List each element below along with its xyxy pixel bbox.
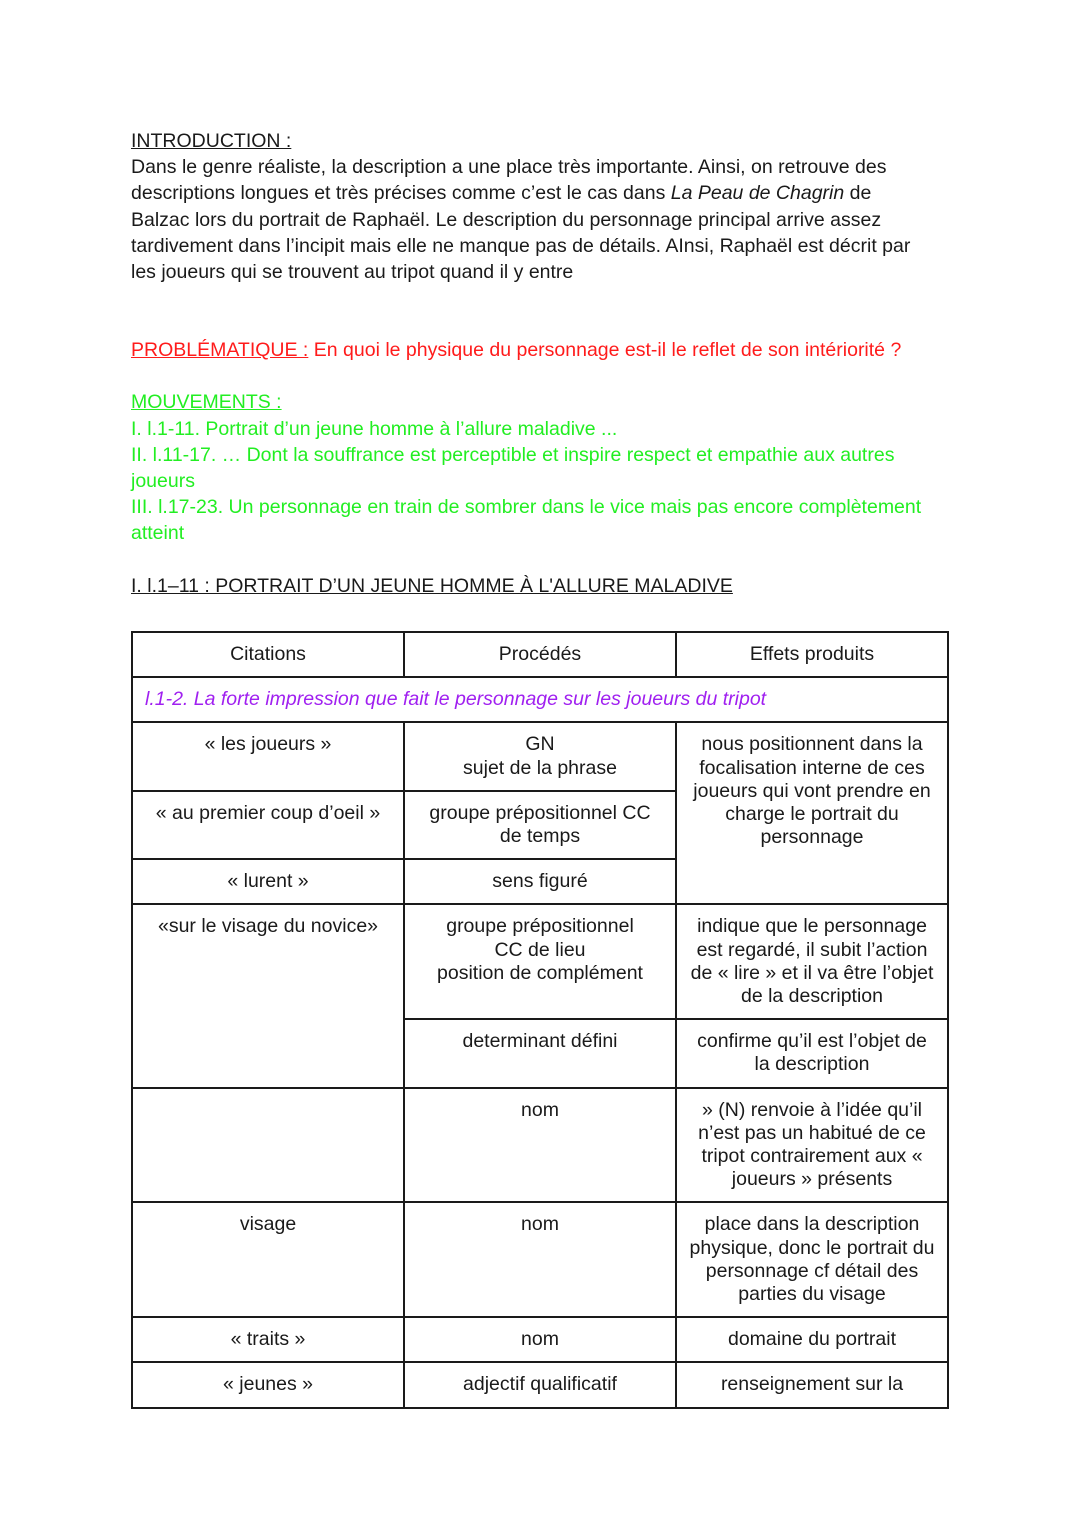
table-row — [132, 1088, 948, 1203]
mouvements-label: MOUVEMENTS : — [131, 391, 282, 414]
table-subheading-row — [132, 677, 948, 722]
procede-cell: adjectif qualificatif — [404, 1362, 676, 1407]
problematique — [131, 337, 951, 363]
intro-line-4: tardivement dans l’incipit mais elle ne manque pas de détails. AInsi, Raphaël est décrit par — [131, 234, 911, 257]
problematique-text: En quoi le physique du personnage est-il le reflet de son intériorité ? — [308, 339, 902, 362]
citation-cell: « au premier coup d’oeil » — [132, 791, 404, 859]
procede-cell: determinant défini — [404, 1019, 676, 1087]
mouvement-1: I. l.1-11. Portrait d’un jeune homme à l’allure maladive ... — [131, 417, 618, 440]
table-row — [132, 1362, 948, 1407]
effet-cell: » (N) renvoie à l’idée qu’il n’est pas un habitué de ce tripot contrairement aux « joueurs » présents — [676, 1088, 948, 1203]
citation-cell: visage — [132, 1202, 404, 1317]
procede-cell: nom — [404, 1088, 676, 1203]
procede-cell: groupe prépositionnel CC de temps — [404, 791, 676, 859]
citation-cell — [132, 1088, 404, 1203]
intro-line-2 — [131, 180, 951, 206]
header-effets: Effets produits — [676, 632, 948, 677]
table-row — [132, 1202, 948, 1317]
procede-cell: GN sujet de la phrase — [404, 722, 676, 790]
procede-cell: nom — [404, 1202, 676, 1317]
mouvement-2-cont: joueurs — [131, 470, 195, 493]
mouvement-2: II. l.11-17. … Dont la souffrance est perceptible et inspire respect et empathie aux autres — [131, 443, 895, 466]
citation-cell: « lurent » — [132, 859, 404, 904]
effet-cell: place dans la description physique, donc le portrait du personnage cf détail des parties du visage — [676, 1202, 948, 1317]
analysis-table — [131, 631, 949, 1409]
citation-cell: « traits » — [132, 1317, 404, 1362]
effet-cell: indique que le personnage est regardé, il subit l’action de « lire » et il va être l’objet de la description — [676, 904, 948, 1019]
citation-cell: «sur le visage du novice» — [132, 904, 404, 1087]
effet-cell-merged: nous positionnent dans la focalisation interne de ces joueurs qui vont prendre en charge le portrait du personnage — [676, 722, 948, 904]
procede-cell: sens figuré — [404, 859, 676, 904]
citation-cell: « jeunes » — [132, 1362, 404, 1407]
citation-cell: « les joueurs » — [132, 722, 404, 790]
intro-line-5: les joueurs qui se trouvent au tripot quand il y entre — [131, 261, 574, 284]
mouvement-3: III. l.17-23. Un personnage en train de sombrer dans le vice mais pas encore complètement — [131, 496, 922, 519]
intro-heading: INTRODUCTION : — [131, 130, 292, 152]
intro-line-3: Balzac lors du portrait de Raphaël. Le description du personnage principal arrive assez — [131, 208, 882, 231]
intro-line-2-end: de — [844, 182, 872, 205]
header-procedes: Procédés — [404, 632, 676, 677]
intro-line-1: Dans le genre réaliste, la description a une place très importante. Ainsi, on retrouve des — [131, 156, 887, 179]
effet-cell: renseignement sur la — [676, 1362, 948, 1407]
table-row — [132, 1317, 948, 1362]
problematique-label: PROBLÉMATIQUE : — [131, 339, 309, 362]
procede-cell: nom — [404, 1317, 676, 1362]
table-row — [132, 722, 948, 790]
effet-cell: domaine du portrait — [676, 1317, 948, 1362]
header-citations: Citations — [132, 632, 404, 677]
effet-cell: confirme qu’il est l’objet de la description — [676, 1019, 948, 1087]
table-header-row — [132, 632, 948, 677]
table-subheading: l.1-2. La forte impression que fait le personnage sur les joueurs du tripot — [132, 677, 948, 722]
section-title: I. l.1–11 : PORTRAIT D’UN JEUNE HOMME À L'ALLURE MALADIVE — [131, 574, 733, 597]
book-title: La Peau de Chagrin — [670, 182, 845, 205]
document-page — [131, 128, 951, 599]
table-row — [132, 904, 948, 1019]
procede-cell: groupe prépositionnel CC de lieu position de complément — [404, 904, 676, 1019]
mouvement-3-cont: atteint — [131, 522, 185, 545]
intro-line-2-text: descriptions longues et très précises comme c’est le cas dans — [131, 182, 666, 205]
